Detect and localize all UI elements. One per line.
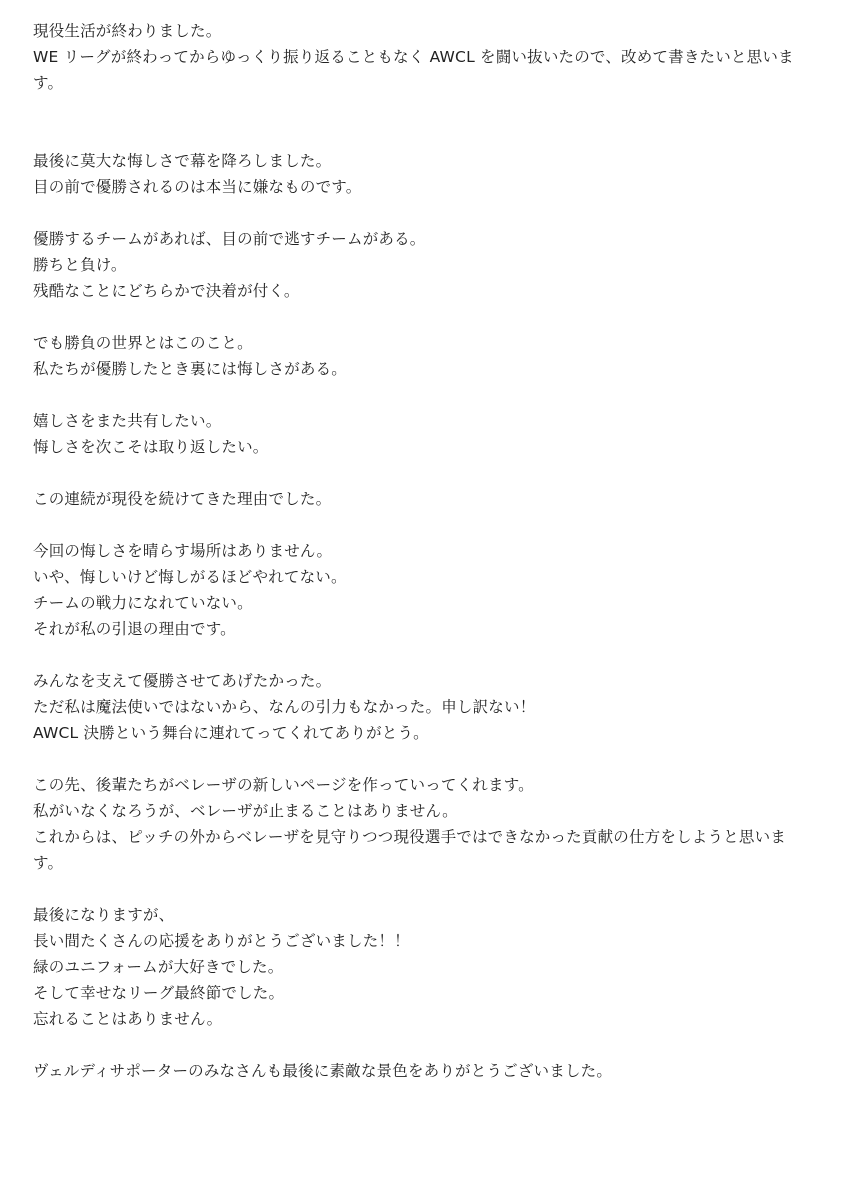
text-line: 優勝するチームがあれば、目の前で逃すチームがある。 [33,230,426,248]
text-line: 悔しさを次こそは取り返したい。 [33,438,269,456]
text-line: 今回の悔しさを晴らす場所はありません。 [33,542,333,560]
text-line: この連続が現役を続けてきた理由でした。 [33,490,332,508]
text-line: この先、後輩たちがベレーザの新しいページを作っていってくれます。 [33,776,534,794]
text-line: みんなを支えて優勝させてあげたかった。 [33,672,332,690]
paragraph [33,18,815,96]
text-line: それが私の引退の理由です。 [33,620,236,638]
text-line: ヴェルディサポーターのみなさんも最後に素敵な景色をありがとうございました。 [33,1062,613,1080]
paragraph [33,408,815,460]
paragraph [33,226,815,304]
paragraph [33,902,815,1032]
text-line: 私がいなくなろうが、ベレーザが止まることはありません。 [33,802,458,820]
text-line: 残酷なことにどちらかで決着が付く。 [33,282,300,300]
text-line: 忘れることはありません。 [33,1010,223,1028]
paragraph [33,1058,815,1084]
paragraph [33,148,815,200]
document-body [33,18,815,1084]
text-line: でも勝負の世界とはこのこと。 [33,334,253,352]
text-line: AWCL 決勝という舞台に連れてってくれてありがとう。 [33,724,429,742]
paragraph [33,486,815,512]
paragraph [33,538,815,642]
text-line: 私たちが優勝したとき裏には悔しさがある。 [33,360,348,378]
text-line: 緑のユニフォームが大好きでした。 [33,958,284,976]
paragraph [33,772,815,876]
text-line: 嬉しさをまた共有したい。 [33,412,222,430]
text-line: 長い間たくさんの応援をありがとうございました！！ [33,932,410,950]
text-line: 最後に莫大な悔しさで幕を降ろしました。 [33,152,332,170]
text-line: 目の前で優勝されるのは本当に嫌なものです。 [33,178,362,196]
text-line: チームの戦力になれていない。 [33,594,253,612]
text-line: そして幸せなリーグ最終節でした。 [33,984,285,1002]
text-line: いや、悔しいけど悔しがるほどやれてない。 [33,568,347,586]
text-line: 現役生活が終わりました。 [33,22,222,40]
text-line: ただ私は魔法使いではないから、なんの引力もなかった。申し訳ない！ [33,698,536,716]
text-line: 最後になりますが、 [33,906,175,924]
text-line: WE リーグが終わってからゆっくり振り返ることもなく AWCL を闘い抜いたので、改めて書きたいと思います。 [33,48,794,92]
text-line: 勝ちと負け。 [33,256,127,274]
text-line: これからは、ピッチの外からベレーザを見守りつつ現役選手ではできなかった貢献の仕方をしようと思います。 [33,828,786,872]
paragraph [33,668,815,746]
paragraph [33,330,815,382]
